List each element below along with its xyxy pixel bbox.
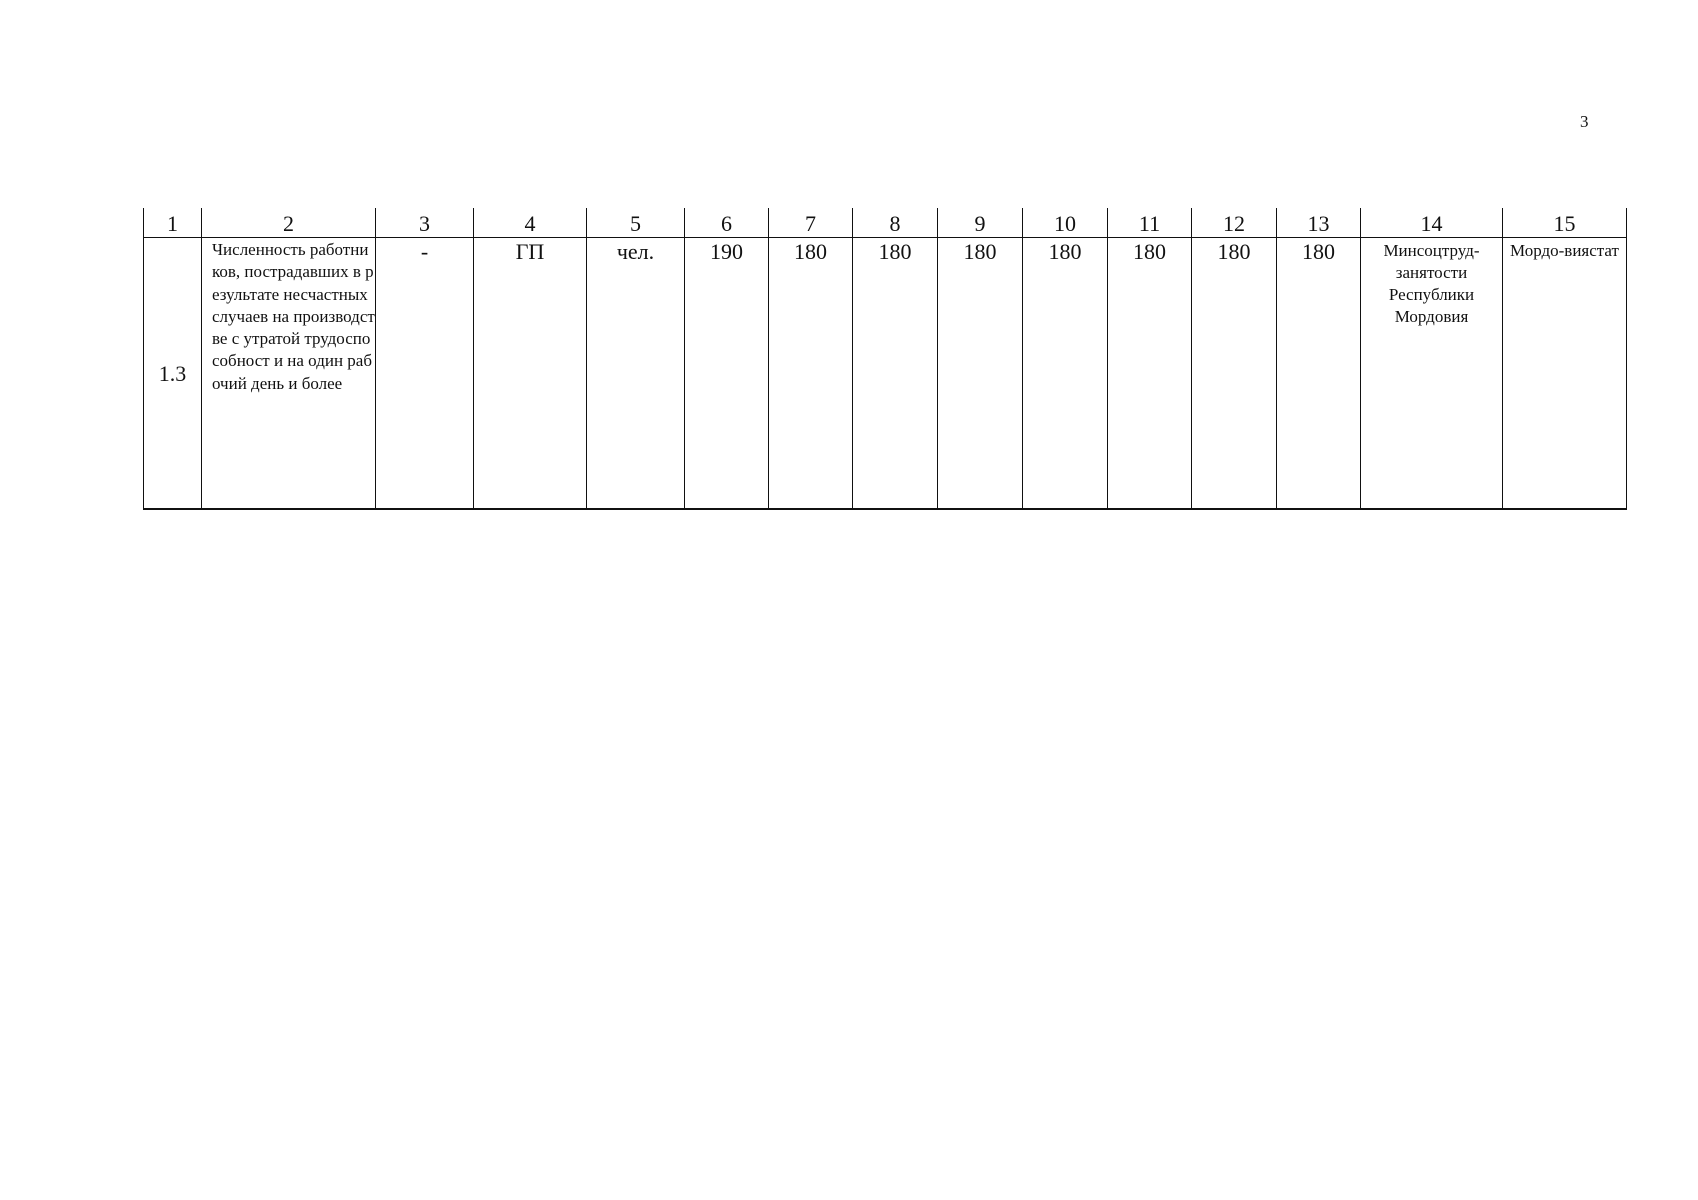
value-cell: 180 bbox=[1192, 238, 1277, 510]
value-cell: 180 bbox=[938, 238, 1023, 510]
table-header-row bbox=[144, 208, 1627, 238]
table-cell: ГП bbox=[474, 238, 587, 510]
row-number: 1.3 bbox=[144, 238, 202, 510]
column-header: 14 bbox=[1361, 208, 1503, 238]
column-header: 2 bbox=[202, 208, 376, 238]
source-cell: Мордо-виястат bbox=[1503, 238, 1627, 510]
value-cell: 180 bbox=[853, 238, 938, 510]
unit-cell: чел. bbox=[587, 238, 685, 510]
responsible-cell: Минсоцтруд-занятости Республики Мордовия bbox=[1361, 238, 1503, 510]
column-header: 5 bbox=[587, 208, 685, 238]
column-header: 12 bbox=[1192, 208, 1277, 238]
indicator-table bbox=[143, 208, 1627, 510]
value-cell: 190 bbox=[685, 238, 769, 510]
column-header: 15 bbox=[1503, 208, 1627, 238]
value-cell: 180 bbox=[1277, 238, 1361, 510]
column-header: 8 bbox=[853, 208, 938, 238]
column-header: 3 bbox=[376, 208, 474, 238]
value-cell: 180 bbox=[769, 238, 853, 510]
indicator-name: Численность работников, пострадавших в результате несчастных случаев на производстве с утратой трудоспособност и на один рабочий день и более bbox=[202, 238, 376, 510]
column-header: 10 bbox=[1023, 208, 1108, 238]
column-header: 6 bbox=[685, 208, 769, 238]
column-header: 4 bbox=[474, 208, 587, 238]
column-header: 11 bbox=[1108, 208, 1192, 238]
column-header: 9 bbox=[938, 208, 1023, 238]
value-cell: 180 bbox=[1023, 238, 1108, 510]
value-cell: 180 bbox=[1108, 238, 1192, 510]
column-header: 13 bbox=[1277, 208, 1361, 238]
table-row bbox=[144, 238, 1627, 510]
column-header: 7 bbox=[769, 208, 853, 238]
table-cell: - bbox=[376, 238, 474, 510]
page-number: 3 bbox=[1580, 112, 1589, 131]
column-header: 1 bbox=[144, 208, 202, 238]
